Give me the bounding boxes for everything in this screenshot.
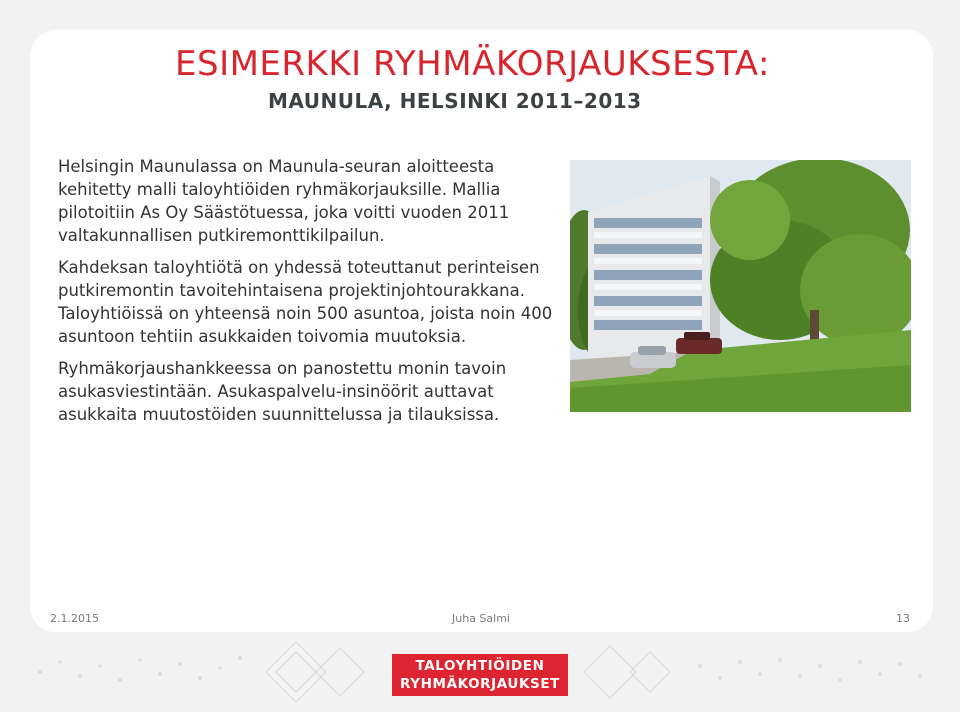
body-text	[58, 155, 558, 435]
logo-line-2: RYHMÄKORJAUKSET	[400, 676, 560, 692]
building-photo-image	[570, 160, 911, 412]
paragraph: Ryhmäkorjaushankkeessa on panostettu monin tavoin asukasviestintään. Asukaspalvelu-insinöörit auttavat asukkaita muutostöiden suunnittelussa ja tilauksissa.	[58, 359, 507, 424]
footer-date: 2.1.2015	[50, 612, 99, 625]
footer-author: Juha Salmi	[452, 612, 510, 625]
logo	[392, 654, 568, 696]
slide-title: ESIMERKKI RYHMÄKORJAUKSESTA:	[175, 44, 770, 84]
building-photo	[570, 160, 911, 412]
paragraph: Helsingin Maunulassa on Maunula-seuran aloitteesta kehitetty malli taloyhtiöiden ryhmäkorjauksille. Mallia pilotoitiin As Oy Säästötuessa, joka voitti vuoden 2011 valtakunnallisen putkiremonttikilpailun.	[58, 157, 510, 245]
slide-subtitle: MAUNULA, HELSINKI 2011–2013	[268, 89, 642, 113]
paragraph: Kahdeksan taloyhtiötä on yhdessä toteuttanut perinteisen putkiremontin tavoitehintaisena projektinjohtourakkana. Taloyhtiöissä on yhteensä noin 500 asuntoa, joista noin 400 asuntoon tehtiin asukkaiden toivomia muutoksia.	[58, 258, 553, 346]
footer-page-number: 13	[896, 612, 910, 625]
logo-line-1: TALOYHTIÖIDEN	[415, 658, 545, 674]
